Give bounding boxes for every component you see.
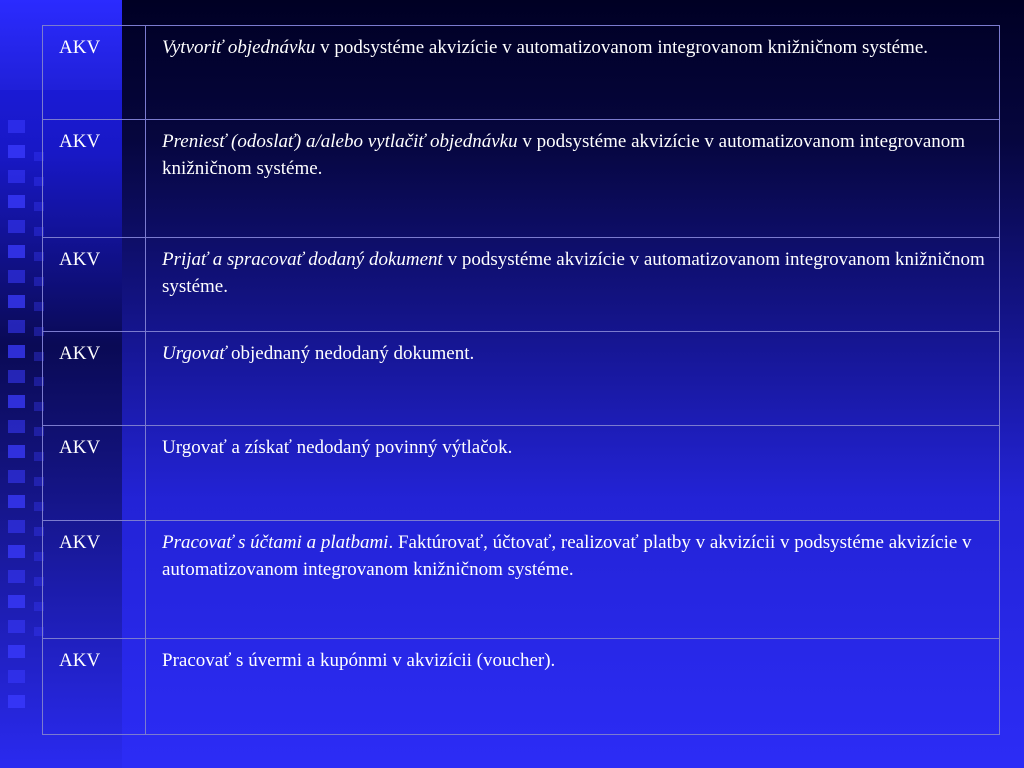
row-code: AKV xyxy=(43,639,146,735)
table-row xyxy=(43,238,1000,332)
akv-task-table xyxy=(42,25,1000,735)
table-row xyxy=(43,639,1000,735)
row-italic-term: Pracovať s účtami a platbami xyxy=(162,532,389,553)
row-code: AKV xyxy=(43,426,146,521)
row-description xyxy=(146,26,1000,120)
row-description xyxy=(146,332,1000,426)
row-text: . Faktúrovať, účtovať, realizovať platby v akvizícii v podsystéme akvizície v automatizovanom integrovanom knižničnom systéme. xyxy=(162,532,972,580)
row-italic-term: Urgovať xyxy=(162,343,227,364)
row-description xyxy=(146,120,1000,238)
row-code: AKV xyxy=(43,120,146,238)
row-text: v podsystéme akvizície v automatizovanom integrovanom knižničnom systéme. xyxy=(162,131,966,179)
row-text: v podsystéme akvizície v automatizovanom integrovanom knižničnom systéme. xyxy=(162,249,985,297)
row-italic-term: Preniesť (odoslať) a/alebo vytlačiť objednávku xyxy=(162,131,518,152)
table-row xyxy=(43,120,1000,238)
row-description xyxy=(146,521,1000,639)
row-description xyxy=(146,639,1000,735)
row-code: AKV xyxy=(43,332,146,426)
row-text: Pracovať s úvermi a kupónmi v akvizícii (voucher). xyxy=(162,650,556,671)
table-row xyxy=(43,332,1000,426)
row-text: v podsystéme akvizície v automatizovanom integrovanom knižničnom systéme. xyxy=(315,37,929,58)
row-italic-term: Vytvoriť objednávku xyxy=(162,37,316,58)
table-row xyxy=(43,26,1000,120)
row-description xyxy=(146,238,1000,332)
row-code: AKV xyxy=(43,26,146,120)
row-text: Urgovať a získať nedodaný povinný výtlačok. xyxy=(162,437,513,458)
row-code: AKV xyxy=(43,238,146,332)
table-row xyxy=(43,521,1000,639)
decor-squares xyxy=(8,120,28,720)
row-description xyxy=(146,426,1000,521)
row-italic-term: Prijať a spracovať dodaný dokument xyxy=(162,249,443,270)
row-code: AKV xyxy=(43,521,146,639)
row-text: objednaný nedodaný dokument. xyxy=(226,343,475,364)
table-row xyxy=(43,426,1000,521)
